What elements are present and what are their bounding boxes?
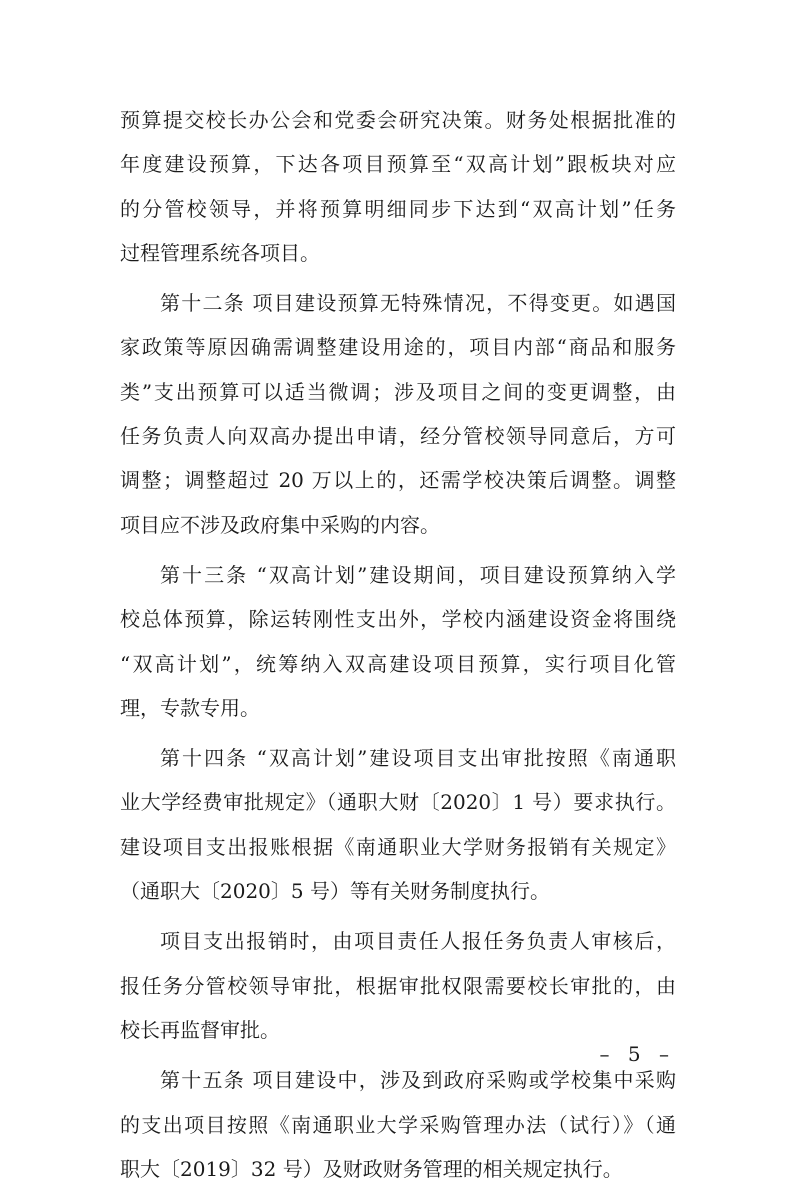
- text-line: 过程管理系统各项目。: [120, 240, 320, 265]
- paragraph-budget-submission: [120, 98, 676, 275]
- text-line: 家政策等原因确需调整建设用途的，项目内部“商品和服务: [120, 335, 676, 360]
- text-line: 预算提交校长办公会和党委会研究决策。财务处根据批准的: [120, 108, 676, 132]
- text-line: 项目应不涉及政府集中采购的内容。: [120, 512, 440, 537]
- paragraph-article-12: [120, 281, 676, 547]
- text-line: 第十五条 项目建设中，涉及到政府采购或学校集中采购: [160, 1068, 676, 1093]
- text-line: 第十四条 “双高计划”建设项目支出审批按照《南通职: [160, 746, 676, 771]
- text-line: 第十二条 项目建设预算无特殊情况，不得变更。如遇国: [160, 291, 676, 316]
- text-line: 理，专款专用。: [120, 695, 260, 720]
- text-line: 第十三条 “双高计划”建设期间，项目建设预算纳入学: [160, 562, 676, 587]
- paragraph-expense-reimbursement: [120, 919, 676, 1052]
- text-line: 职大〔2019〕32 号）及财政财务管理的相关规定执行。: [120, 1156, 623, 1181]
- text-line: 的分管校领导，并将预算明细同步下达到“双高计划”任务: [120, 196, 676, 221]
- text-line: 类”支出预算可以适当微调；涉及项目之间的变更调整，由: [120, 379, 676, 404]
- text-line: 报任务分管校领导审批，根据审批权限需要校长审批的，由: [120, 973, 676, 998]
- text-line: （通职大〔2020〕5 号）等有关财务制度执行。: [120, 879, 550, 904]
- text-line: 业大学经费审批规定》（通职大财〔2020〕1 号）要求执行。: [120, 790, 676, 815]
- text-line: 的支出项目按照《南通职业大学采购管理办法（试行）》（通: [120, 1112, 676, 1137]
- text-line: 校长再监督审批。: [120, 1017, 280, 1042]
- text-line: “双高计划”，统筹纳入双高建设项目预算，实行项目化管: [120, 651, 676, 676]
- text-line: 项目支出报销时，由项目责任人报任务负责人审核后，: [160, 929, 676, 954]
- text-line: 年度建设预算，下达各项目预算至“双高计划”跟板块对应: [120, 152, 676, 177]
- paragraph-article-14: [120, 736, 676, 913]
- paragraph-article-15: [120, 1058, 676, 1191]
- text-line: 任务负责人向双高办提出申请，经分管校领导同意后，方可: [120, 424, 676, 449]
- text-line: 校总体预算，除运转刚性支出外，学校内涵建设资金将围绕: [120, 607, 676, 632]
- text-line: 调整；调整超过 20 万以上的，还需学校决策后调整。调整: [120, 468, 676, 493]
- page-number: – 5 –: [599, 1042, 675, 1066]
- document-body: [120, 98, 676, 1191]
- paragraph-article-13: [120, 553, 676, 730]
- text-line: 建设项目支出报账根据《南通职业大学财务报销有关规定》: [120, 834, 676, 859]
